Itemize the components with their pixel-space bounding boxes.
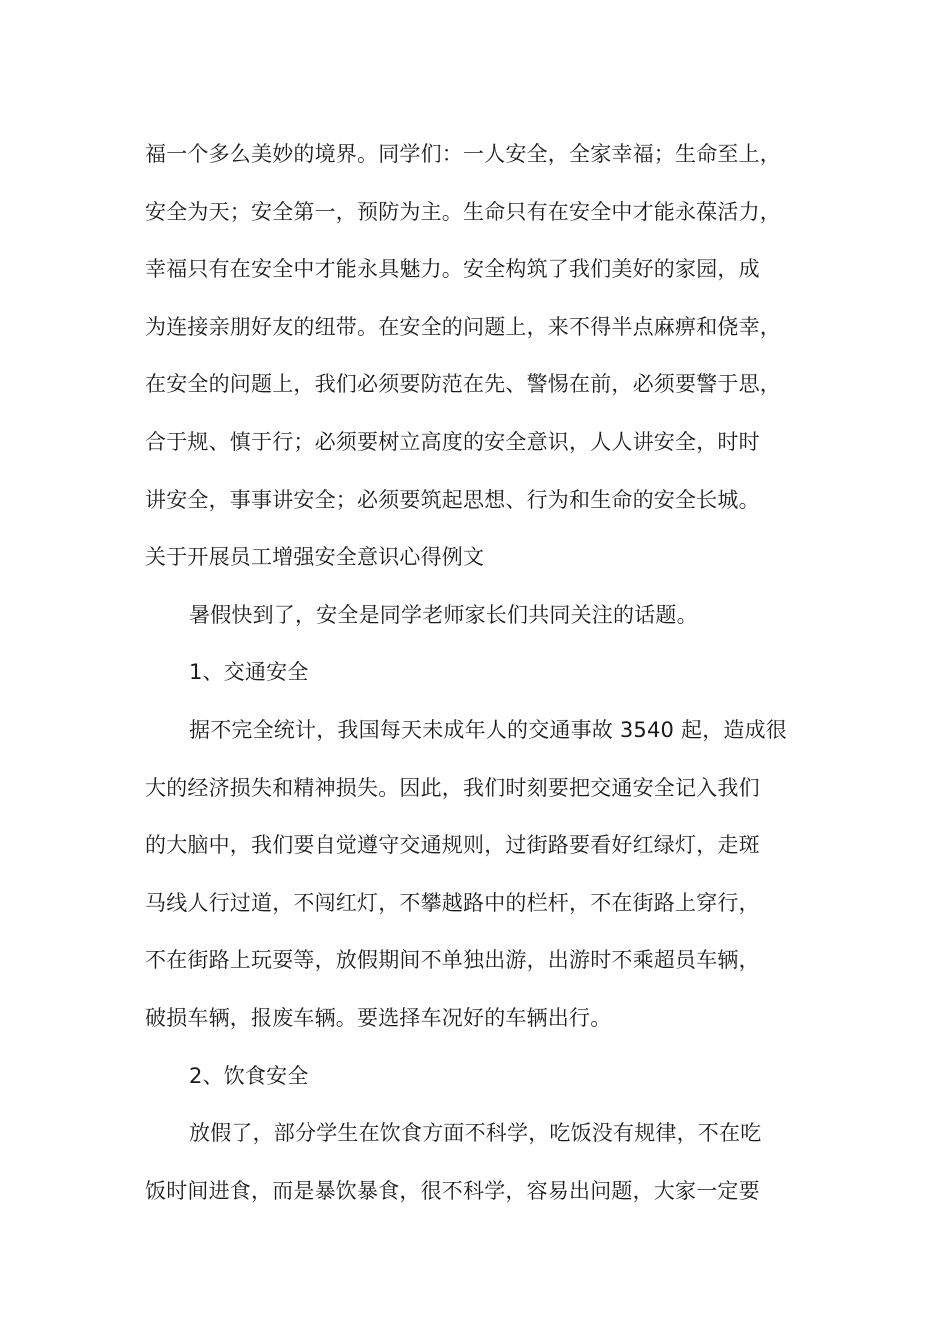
text-line: 福一个多么美妙的境界。同学们：一人安全，全家幸福；生命至上，	[145, 142, 781, 166]
text-line: 的大脑中，我们要自觉遵守交通规则，过街路要看好红绿灯，走斑	[145, 833, 760, 858]
text-line: 幸福只有在安全中才能永具魅力。安全构筑了我们美好的家园，成	[145, 257, 760, 282]
text-line: 大的经济损失和精神损失。因此，我们时刻要把交通安全记入我们	[145, 775, 760, 800]
section-heading-traffic: 1、交通安全	[189, 660, 309, 685]
text-line: 合于规、慎于行；必须要树立高度的安全意识，人人讲安全，时时	[145, 429, 760, 454]
text-line: 据不完全统计，我国每天未成年人的交通事故 3540 起，造成很	[189, 717, 787, 742]
document-body	[145, 126, 835, 1220]
text-line: 不在街路上玩耍等，放假期间不单独出游，出游时不乘超员车辆，	[145, 948, 760, 973]
text-line: 为连接亲朋好友的纽带。在安全的问题上，来不得半点麻痹和侥幸，	[145, 314, 781, 339]
section-title: 关于开展员工增强安全意识心得例文	[145, 545, 485, 570]
text-line: 马线人行过道，不闯红灯，不攀越路中的栏杆，不在街路上穿行，	[145, 890, 760, 915]
text-line: 破损车辆，报废车辆。要选择车况好的车辆出行。	[145, 1005, 612, 1030]
text-line: 暑假快到了，安全是同学老师家长们共同关注的话题。	[189, 602, 698, 627]
text-line: 放假了，部分学生在饮食方面不科学，吃饭没有规律，不在吃	[189, 1121, 762, 1146]
text-line: 在安全的问题上，我们必须要防范在先、警惕在前，必须要警于思，	[145, 372, 781, 397]
text-line: 安全为天；安全第一，预防为主。生命只有在安全中才能永葆活力，	[145, 199, 781, 224]
text-line: 讲安全，事事讲安全；必须要筑起思想、行为和生命的安全长城。	[145, 487, 760, 512]
section-heading-food: 2、饮食安全	[189, 1063, 309, 1088]
text-line: 饭时间进食，而是暴饮暴食，很不科学，容易出问题，大家一定要	[145, 1178, 760, 1203]
